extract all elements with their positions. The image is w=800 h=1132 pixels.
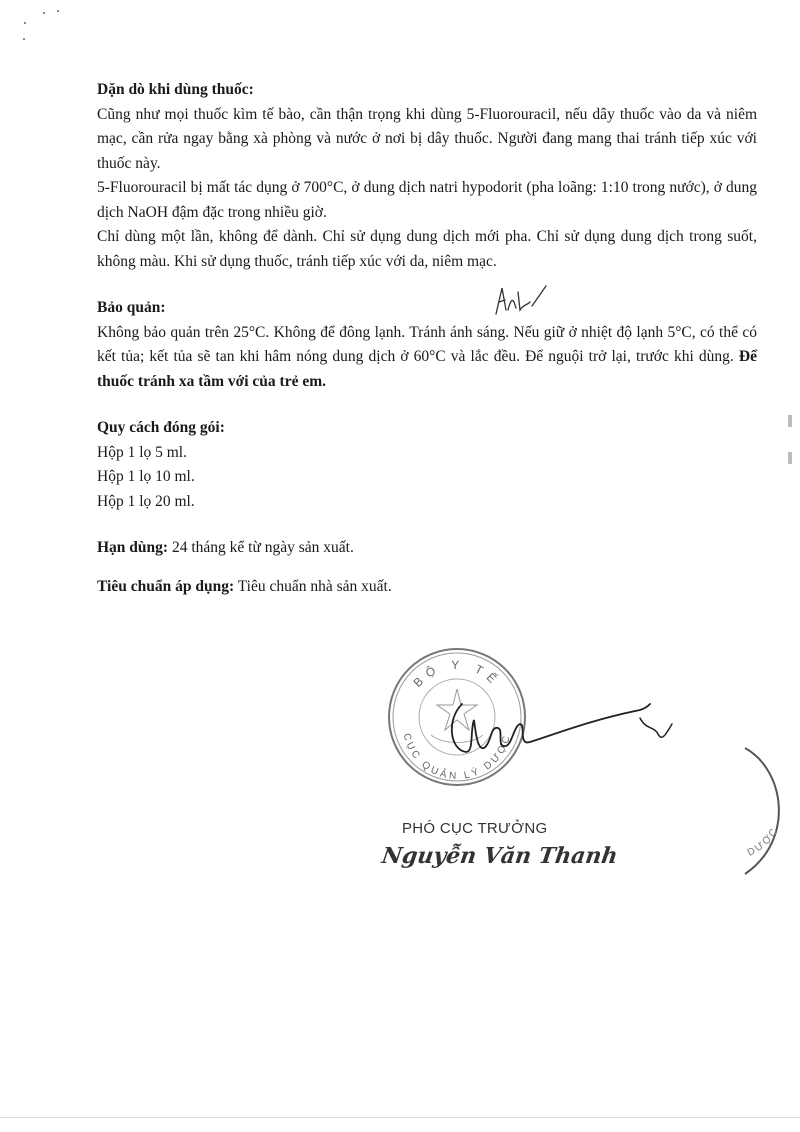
shelf-life-value: 24 tháng kể từ ngày sản xuất. [168,539,354,556]
svg-text:DƯỢC [746,825,781,858]
edge-mark [788,415,792,427]
standard-line [97,575,757,600]
storage-warning: Để thuốc tránh xa tầm với của trẻ em. [97,348,757,390]
seal-bottom-text: CỤC QUẢN LÝ DƯỢC [400,732,514,783]
shelf-life-label: Hạn dùng: [97,539,169,556]
seal-top-text: BỘ Y TẾ [410,657,504,690]
packaging-item: Hộp 1 lọ 10 ml. [97,468,195,485]
edge-mark [788,452,792,464]
document-body [97,78,757,599]
standard-value: Tiêu chuẩn nhà sản xuất. [234,577,392,595]
signer-name: Nguyễn Văn Thanh [380,843,620,869]
storage-heading: Bảo quản: [97,299,166,316]
director-signature [440,690,680,760]
packaging-item: Hộp 1 lọ 20 ml. [97,492,195,510]
usage-notes-paragraph: 5-Fluorouracil bị mất tác dụng ở 700°C, ở dung dịch natri hypodorit (pha loãng: 1:10 trong nước), ở dung dịch NaOH đậm đặc trong nhiều giờ. [97,179,757,221]
signer-title: PHÓ CỤC TRƯỞNG [402,820,548,837]
shelf-life-line [97,536,757,561]
usage-notes-paragraph: Cũng như mọi thuốc kìm tế bào, cần thận trọng khi dùng 5-Fluorouracil, nếu dây thuốc vào da và niêm mạc, cần rửa ngay bằng xà phòng và nước ở nơi bị dây thuốc. Người đang mang thai tránh tiếp xúc với thuốc này. [97,105,757,172]
usage-notes-paragraph: Chỉ dùng một lần, không để dành. Chỉ sử dụng dung dịch mới pha. Chỉ sử dụng dung dịch trong suốt, không màu. Khi sử dụng thuốc, tránh tiếp xúc với da, niêm mạc. [97,228,757,270]
partial-seal-text: DƯỢC [745,825,781,859]
packaging-heading: Quy cách đóng gói: [97,419,225,436]
usage-notes-heading: Dặn dò khi dùng thuốc: [97,81,254,98]
page-edge-line [0,1117,800,1118]
partial-seal-right [725,740,800,880]
initials-signature [490,280,550,320]
standard-label: Tiêu chuẩn áp dụng: [97,577,235,595]
packaging-item: Hộp 1 lọ 5 ml. [97,443,187,461]
storage-text: Không bảo quản trên 25°C. Không để đông lạnh. Tránh ánh sáng. Nếu giữ ở nhiệt độ lạnh 5°C, có thể có kết tủa; kết tủa sẽ tan khi hâm nóng dung dịch ở 60°C và lắc đều. Để nguội trở lại, trước khi dùng. [97,323,757,365]
storage-paragraph [97,321,757,395]
